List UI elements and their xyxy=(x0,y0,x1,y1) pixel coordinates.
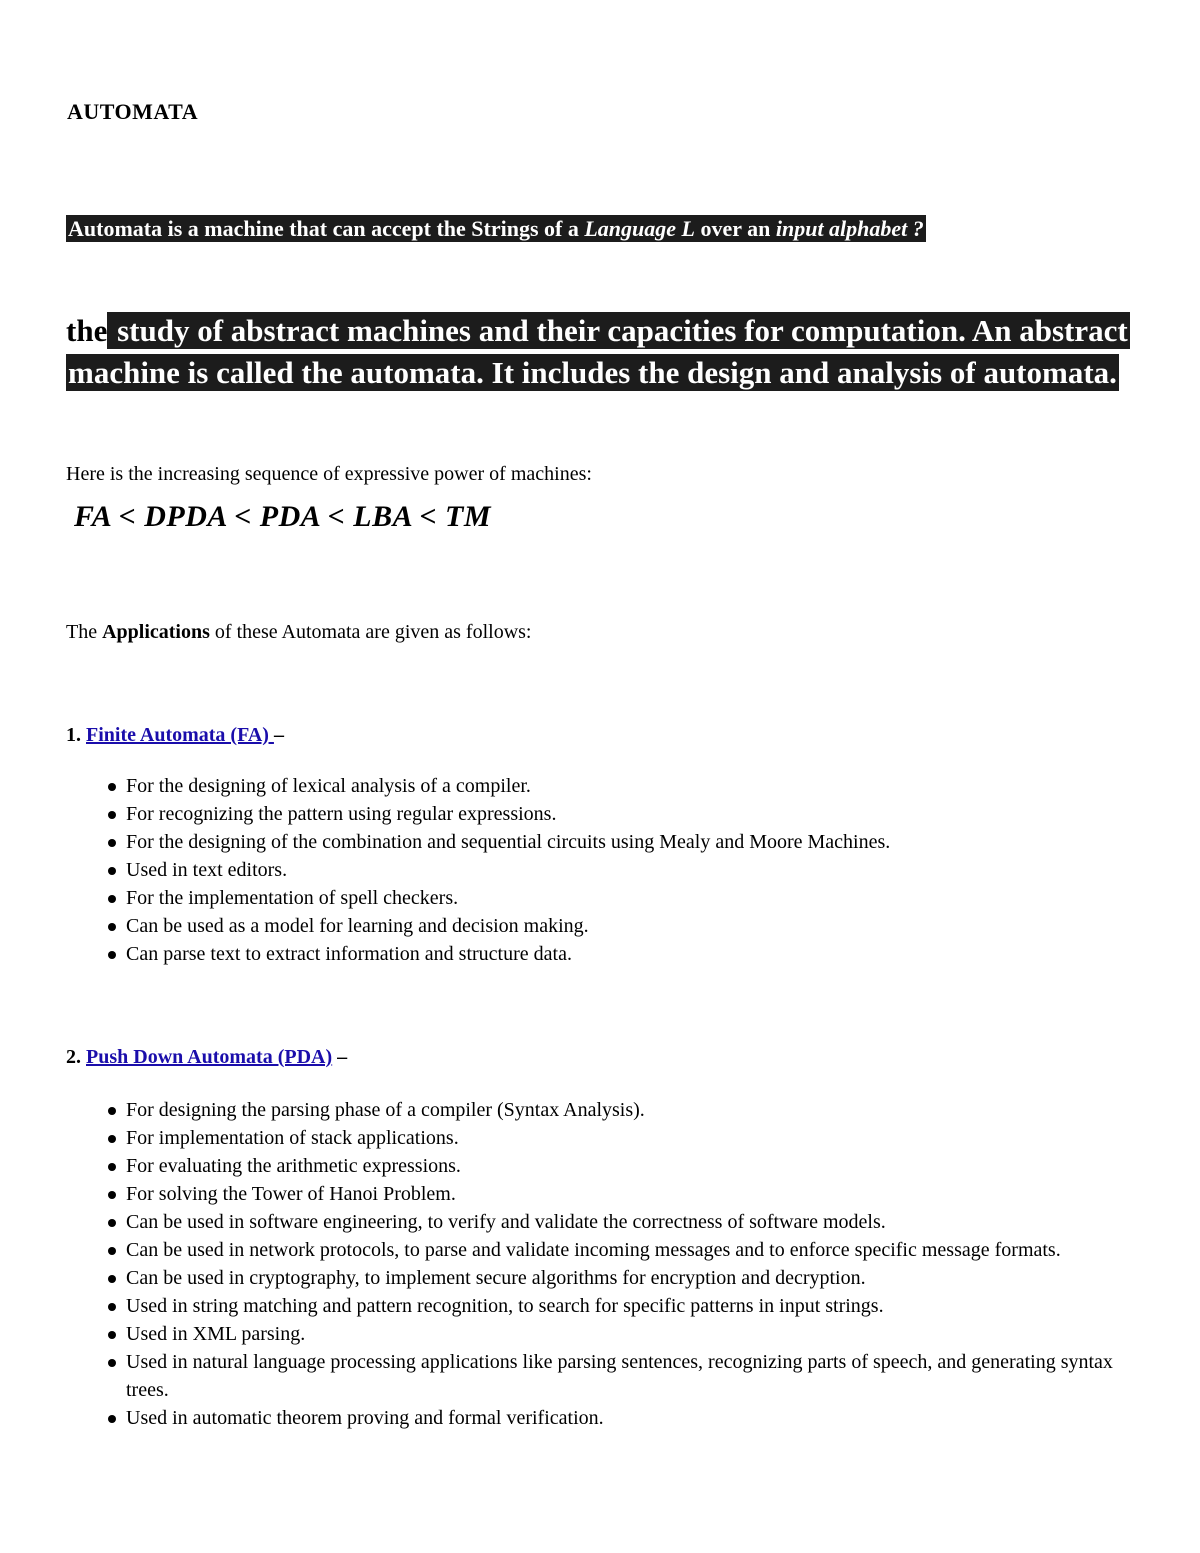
list-item: Used in automatic theorem proving and formal verification. xyxy=(106,1404,1126,1432)
list-item: For recognizing the pattern using regular expressions. xyxy=(106,800,1126,828)
applications-pre: The xyxy=(66,621,103,643)
list-item: Used in XML parsing. xyxy=(106,1320,1126,1348)
section-heading-fa xyxy=(66,722,284,748)
definition-paragraph xyxy=(66,213,1026,244)
list-item: Used in string matching and pattern recognition, to search for specific patterns in input strings. xyxy=(106,1292,1126,1320)
list-item: For implementation of stack applications. xyxy=(106,1124,1126,1152)
list-item: Can be used as a model for learning and decision making. xyxy=(106,912,1126,940)
list-item: Can be used in network protocols, to parse and validate incoming messages and to enforce specific message formats. xyxy=(106,1236,1126,1264)
list-item: For the designing of lexical analysis of a compiler. xyxy=(106,772,1126,800)
list-item: Can be used in software engineering, to verify and validate the correctness of software models. xyxy=(106,1208,1126,1236)
definition-text-1: Automata is a machine that can accept the Strings of a xyxy=(68,216,585,241)
definition-input-alphabet: input alphabet ? xyxy=(775,216,924,241)
list-item: Used in natural language processing applications like parsing sentences, recognizing parts of speech, and generating syntax trees. xyxy=(106,1348,1126,1404)
list-item: Can be used in cryptography, to implement secure algorithms for encryption and decryption. xyxy=(106,1264,1126,1292)
list-item: For the designing of the combination and sequential circuits using Mealy and Moore Machines. xyxy=(106,828,1126,856)
study-highlight: study of abstract machines and their capacities for computation. An abstract machine is called the automata. It includes the design and analysis of automata. xyxy=(68,313,1128,390)
pda-applications-list xyxy=(106,1096,1126,1432)
definition-highlight xyxy=(66,215,926,242)
list-item: Used in text editors. xyxy=(106,856,1126,884)
section-heading-pda xyxy=(66,1044,347,1070)
list-item: For evaluating the arithmetic expressions. xyxy=(106,1152,1126,1180)
push-down-automata-link[interactable]: Push Down Automata (PDA) xyxy=(86,1046,333,1068)
page-title: AUTOMATA xyxy=(67,99,199,124)
definition-text-2: over an xyxy=(694,216,776,241)
finite-automata-link[interactable]: Finite Automata (FA) xyxy=(86,724,274,746)
study-lead: the xyxy=(66,313,108,348)
section-number: 1. xyxy=(66,724,86,746)
section-dash: – xyxy=(273,724,284,746)
applications-post: of these Automata are given as follows: xyxy=(209,621,532,643)
sequence-intro: Here is the increasing sequence of expressive power of machines: xyxy=(66,463,592,485)
section-dash: – xyxy=(332,1046,348,1068)
list-item: For the implementation of spell checkers. xyxy=(106,884,1126,912)
fa-applications-list xyxy=(106,772,1126,968)
applications-intro xyxy=(66,619,532,645)
list-item: For designing the parsing phase of a compiler (Syntax Analysis). xyxy=(106,1096,1126,1124)
list-item: Can parse text to extract information and structure data. xyxy=(106,940,1126,968)
list-item: For solving the Tower of Hanoi Problem. xyxy=(106,1180,1126,1208)
section-number: 2. xyxy=(66,1046,86,1068)
applications-bold: Applications xyxy=(102,621,210,643)
definition-language: Language L xyxy=(584,216,695,241)
study-paragraph xyxy=(66,310,1146,394)
expressive-power-sequence: FA < DPDA < PDA < LBA < TM xyxy=(74,500,492,533)
